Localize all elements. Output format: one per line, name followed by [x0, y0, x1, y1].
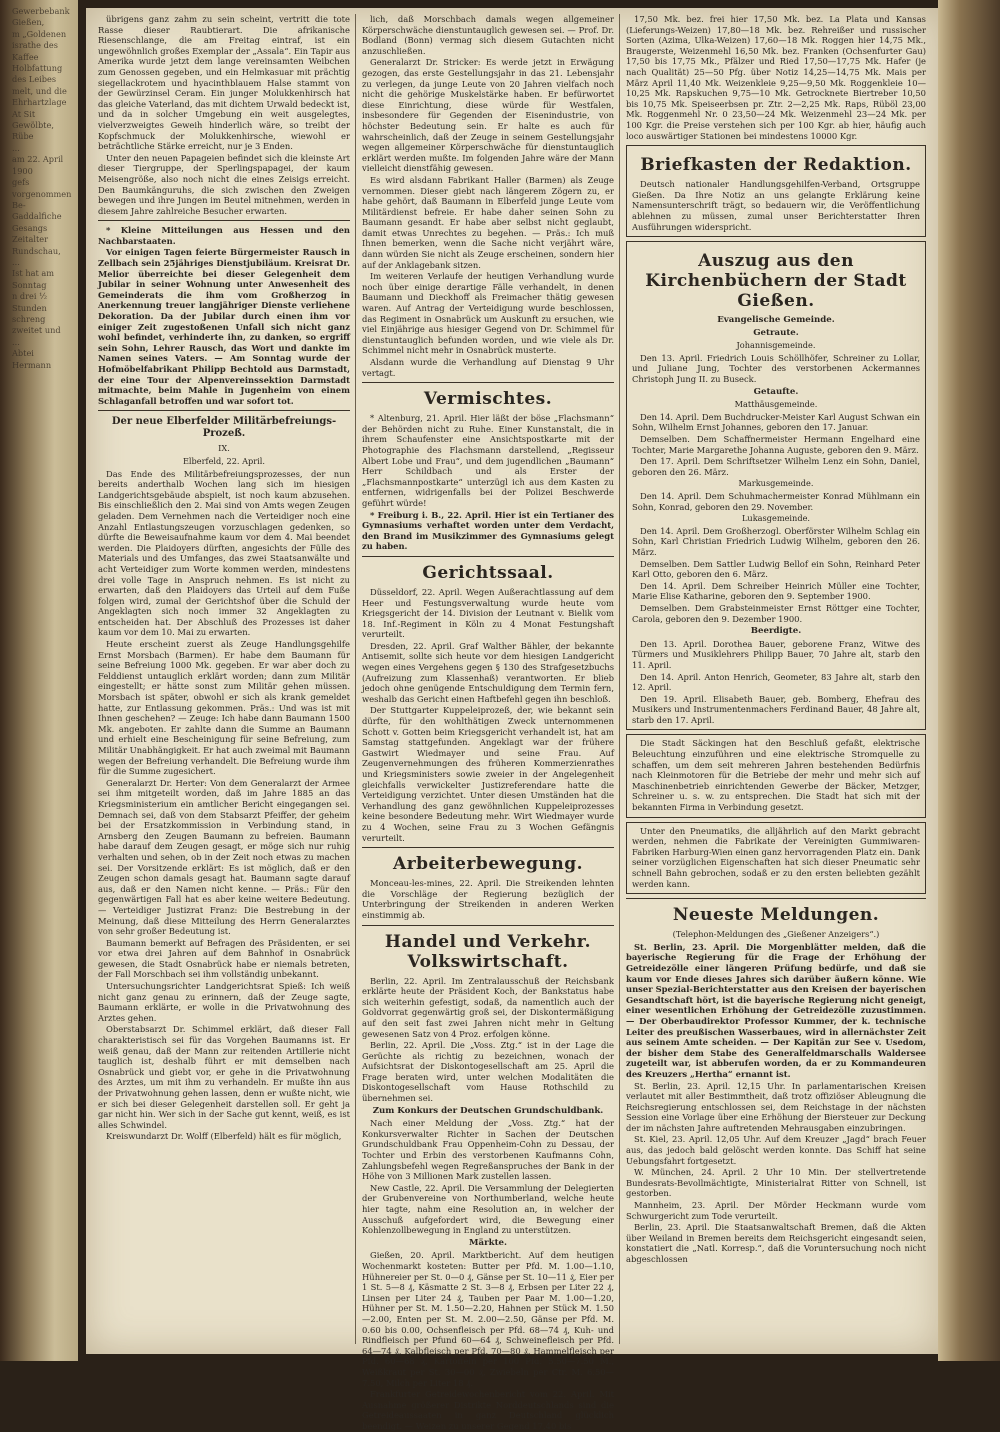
paragraph: Kreiswundarzt Dr. Wolff (Elberfeld) hält es für möglich, [106, 1131, 342, 1142]
paragraph: St. Kiel, 23. April. 12,05 Uhr. Auf dem Kreuzer „Jagd“ brach Feuer aus, das jedoch bald gelöscht werden konnte. Das Schiff hat seine Uebungsfahrt fortgesetzt. [626, 1134, 926, 1166]
section-rule [362, 925, 614, 926]
adjacent-page-text: Gewerbebank Gießen, m „Goldenen israthe des Kaffee Holbfattung des Leibes melt, und die Ehrhartzlage At Sit Gewölbte, Rübe ... am 22. April 1900 gefs vorgenommen Be- Gaddalfiche Gesangs Zeitalter Rundschau, ... Ist hat am Sonntag n drei ½ Stunden schreng zweitet und ... Abtei Hermann [12, 6, 72, 370]
paragraph: W. München, 24. April. 2 Uhr 10 Min. Der stellvertretende Bundesrats-Bevollmächtigte, Ministerialrat Ritter von Schnell, ist gestorben. [626, 1167, 926, 1199]
subheading-maerkte: Märkte. [469, 1237, 507, 1248]
section-rule [362, 382, 614, 383]
column-1 [98, 14, 350, 1143]
paragraph: Es wird alsdann Fabrikant Haller (Barmen) als Zeuge vernommen. Dieser giebt nach längerem Zögern zu, er habe gehört, daß Baumann in Elberfeld junge Leute vom Militärdienst befreie. Er habe daher seinen Sohn zu Baumann gesandt. Er habe aber selbst nicht geglaubt, damit etwas Unrechtes zu begehen. — Präs.: Ich muß Ihnen bemerken, wenn die Sache nicht verjährt wäre, dann würden Sie nicht als Zeuge erscheinen, sondern hier auf der Anklagebank sitzen. [362, 174, 614, 270]
section-title-neueste-meldungen: Neueste Meldungen. [672, 905, 880, 926]
notice-box [626, 734, 926, 817]
entry: Den 13. April. Friedrich Louis Schöllhöfer, Schreiner zu Lollar, und Juliane Jung, Tochter des verstorbenen Ackermannes Christoph Jung II. zu Buseck. [632, 352, 920, 385]
entry: Den 14. April. Dem Großherzogl. Oberförster Wilhelm Schlag ein Sohn, Karl Christian Friedrich Ludwig Wilhelm, geboren den 26. März. [632, 525, 920, 557]
subheading: Getaufte. [753, 386, 799, 397]
parish-label: Matthäusgemeinde. [734, 399, 818, 410]
paragraph: Berlin, 23. April. Die Staatsanwaltschaft Bremen, daß die Akten über Weiland in Bremen bereits dem Reichsgericht eingesandt seien, konstatiert die „Natl. Korresp.“, daß die Voruntersuchung noch nicht abgeschlossen [626, 1222, 926, 1264]
dateline: Elberfeld, 22. April. [182, 455, 266, 466]
entry: Den 14. April. Dem Schreiber Heinrich Müller eine Tochter, Marie Elise Katharine, geboren den 9. September 1900. [632, 580, 920, 602]
page-edge [938, 0, 1000, 1361]
article-title: Der neue Elberfelder Militärbefreiungs-Prozeß. [111, 416, 337, 440]
entry: Demselben. Dem Schaffnermeister Hermann Engelhard eine Tochter, Marie Margarethe Johanna Auguste, geboren den 9. März. [632, 434, 920, 455]
subheading: Zum Konkurs der Deutschen Grundschuldbank. [372, 1105, 604, 1116]
paragraph: Der Stuttgarter Kuppeleiprozeß, der, wie bekannt sein dürfte, für den wohlthätigen Zweck unternommenen Schott v. Gotten beim Kriegsgericht verhandelt ist, hat am Samstag stattgefunden. Angeklagt war der frühere Gastwirt Wiedmayer und seine Frau. Auf Zeugenvernehmungen des früheren Kommerzienrathes und Kriegsministers sowie zweier in der Angelegenheit gleichfalls verwickelter Justizreferendare hatte die Verteidigung verzichtet. Unter diesen Umständen hat die Verhandlung des ganz gewöhnlichen Kuppeleiprozesses keine besondere Bedeutung mehr. Wirt Wiedmayer wurde zu 4 Wochen, seine Frau zu 3 Wochen Gefängnis verurteilt. [362, 705, 614, 843]
paragraph: Untersuchungsrichter Landgerichtsrat Spieß: Ich weiß nicht ganz genau zu erinnern, daß der Zeuge sagte, Baumann erklärte, er wolle in die Privatwohnung des Arztes gehen. [98, 981, 350, 1023]
section-title-handel: Handel und Verkehr. Volkswirtschaft. [384, 931, 592, 972]
section-title-kirchenbuecher: Auszug aus den Kirchenbüchern der Stadt Gießen. [645, 251, 907, 312]
section-rule [98, 410, 350, 411]
paragraph: Das Ende des Militärbefreiungsprozesses, der nun bereits anderthalb Wochen lang sich im hiesigen Landgerichtsgebäude abspielt, ist noch kaum abzusehen. Bis einschließlich den 2. Mai sind von Amts wegen Zeugen geladen. Dem Vernehmen nach die Verteidiger noch eine Anzahl Entlastungszeugen vorzuschlagen gedenken, so dürfte die Beweisaufnahme kaum vor dem 4. Mai beendet werden. Die Plaidoyers dürften, angesichts der Fülle des Materials und des Umfanges, das zwei Staatsanwälte und acht Verteidiger zum Worte kommen werden, mindestens drei volle Tage in Anspruch nehmen. Es ist nicht zu erwarten, daß den Plaidoyers das Urteil auf dem Fuße folgen wird, zumal der Gerichtshof über die Schuld der Angeklagten sich noch immer 32 Angeklagten zu entscheiden hat. Der Abschluß des Prozesses ist daher kaum vor dem 10. Mai zu erwarten. [98, 468, 350, 638]
paragraph: Dresden, 22. April. Graf Walther Bähler, der bekannte Antisemit, sollte sich heute vor dem hiesigen Landgericht wegen eines Vergehens gegen § 130 des Strafgesetzbuchs (Aufreizung zum Klassenhaß) verantworten. Er blieb jedoch ohne genügende Entschuldigung dem Termin fern, weshalb das Gericht einen Haftbefehl gegen ihn beschloß. [362, 640, 614, 704]
paragraph: Frankfurter Getreidewochenbericht vom 22. April. Mit Ausnahme größerer Distrikte Norddeutschlands sind die Getreideaussaaten in ganz Deutschland glücklich beendigt. — Weizen zu unserer Gegend 17,40 bis [362, 1389, 614, 1431]
article-part: IX. [218, 443, 230, 454]
section-title-gerichtssaal: Gerichtssaal. [422, 562, 554, 583]
paragraph: Oberstabsarzt Dr. Schimmel erklärt, daß dieser Fall charakteristisch sei für das Vorgehen Baumanns ist. Er weiß genau, daß der Mann zur reitenden Artillerie nicht tauglich ist, deshalb führt er mit demselben nach Osnabrück und giebt vor, er gehe in die Privatwohnung des Arztes, um mit ihm zu verhandeln. Er mußte ihn aus der Privatwohnung gehen lassen, denn er wußte nicht, wie er sich bei dieser Gelegenheit darstellen soll. Er geht ja gar nicht hin. Wer sich in der Sache gut kennt, weiß, es ist alles Schwindel. [98, 1024, 350, 1130]
paragraph: Nach einer Meldung der „Voss. Ztg.“ hat der Konkursverwalter Richter in Sachen der Deutschen Grundschuldbank Frau Oppenheim-Cohn zu Dessau, der Tochter und Erbin des verstorbenen Kaufmanns Cohn, Zahlungsbefehl wegen Regreßanspruches der Bank in der Höhe von 3 Millionen Mark zustellen lassen. [362, 1118, 614, 1182]
paragraph: Monceau-les-mines, 22. April. Die Streikenden lehnten die Vorschläge der Regierung bezüglich der Unterbringung der Streikenden in anderen Werken einstimmig ab. [362, 878, 614, 920]
paragraph: Generalarzt Dr. Herter: Von dem Generalarzt der Armee sei ihm mitgeteilt worden, daß im Jahre 1885 an das Kriegsministerium ein amtlicher Bericht eingegangen sei. Demnach sei, daß von dem Stabsarzt Pfeiffer, der geheim bei der Ersatzkommission in Verbindung stand, in Arnsberg den Zeugen Baumann zu befreien. Baumann habe darauf dem Zeugen gesagt, er möge sich nur ruhig verhalten und sehen, ob in der Zeit noch etwas zu machen sei. Der Vorsitzende erklärt: Es ist möglich, daß er den Zeugen schon damals gesagt hat. Baumann sagte darauf aus, daß er den Namen nicht kenne. — Präs.: Für den gegenwärtigen Fall hat es aber keine weitere Bedeutung. — Verteidiger Justizrat Franz: Die Bestrebung in der Meinung, daß diese Mitteilung des Herrn Generalarztes von sehr großer Bedeutung ist. [98, 777, 350, 937]
paragraph: Alsdann wurde die Verhandlung auf Dienstag 9 Uhr vertagt. [362, 357, 614, 378]
entry: Demselben. Dem Grabsteinmeister Ernst Röttger eine Tochter, Carola, geboren den 9. Dezember 1900. [632, 602, 920, 624]
paragraph: lich, daß Morschbach damals wegen allgemeiner Körperschwäche dienstuntauglich gewesen sei. — Prof. Dr. Bodland (Bonn) vermag sich diesem Gutachten nicht anzuschließen. [362, 14, 614, 56]
paragraph: Unter den neuen Papageien befindet sich die kleinste Art dieser Tiergruppe, der Sperlingspapagei, der kaum Meisengröße, also noch nicht die eines Zeisigs erreicht. Den Baumkänguruhs, die sich zwischen den Zweigen bewegen und ihre Jungen im Beutel mitnehmen, werden in diesem Jahre zahlreiche Besucher erwarten. [98, 152, 350, 216]
section-rule [362, 847, 614, 848]
paragraph: * Freiburg i. B., 22. April. Hier ist ein Tertianer des Gymnasiums verhaftet worden unter dem Verdacht, den Brand im Musikzimmer des Gymnasiums gelegt zu haben. [362, 509, 614, 552]
column-rule [619, 14, 620, 1344]
paragraph: Gießen, 20. April. Marktbericht. Auf dem heutigen Wochenmarkt kosteten: Butter per Pfd. M. 1.00—1.10, Hühnereier per St. 0—0 ₰, Gänse per St. 10—11 ₰, Eier per 1 St. 5—8 ₰, Käsmatte 2 St. 3—8 ₰, Erbsen per Liter 22 ₰, Linsen per Liter 24 ₰, Tauben per Paar M. 1.00—1.20, Hühner per St. M. 1.50—2.20, Hahnen per Stück M. 1.50—2.00, Enten per St. M. 2.00—2.50, Gänse per Pfd. M. 0.60 bis 0.00, Ochsenfleisch per Pfd. 68—74 ₰, Kuh- und Rindfleisch per Pfund 60—64 ₰, Schweinefleisch per Pfd. 64—74 ₰, Kalbfleisch per Pfd. 70—80 ₰, Hammelfleisch per Pfd. 60—68 ₰, Kartoffeln per 100 Pfd. 5.50—7.50 M., Weißkraut per St. 30—00 ₰, Zwiebeln per Ctr. M. 6.50—7.50, Milch per Liter 18 ₰. [362, 1250, 614, 1388]
section-rule [626, 898, 926, 899]
entry: Den 14. April. Dem Buchdrucker-Meister Karl August Schwan ein Sohn, Wilhelm Ernst Johannes, geboren den 17. Januar. [632, 411, 920, 433]
parish-label: Lukasgemeinde. [741, 513, 811, 524]
paragraph: Berlin, 22. April. Im Zentralausschuß der Reichsbank erklärte heute der Präsident Koch, der Bankstatus habe sich weiterhin gefestigt, sodaß, da namentlich auch der Goldvorrat gegenwärtig groß sei, der Diskontermäßigung auf den seit fast zwei Jahren nicht mehr in Geltung gewesenen Satz von 4 Proz. erfolgen könne. [362, 975, 614, 1039]
paragraph: Im weiteren Verlaufe der heutigen Verhandlung wurde noch über einige derartige Fälle verhandelt, in denen Baumann und Dieckhoff als Freimacher thätig gewesen waren. Auf Antrag der Verteidigung wurde beschlossen, das Regiment in Osnabrück um Auskunft zu ersuchen, wie viel Einjährige aus hiesiger Gegend von Dr. Schimmel für dienstuntauglich befunden worden, und wie viele als Dr. Schimmel nicht mehr in Osnabrück musterte. [362, 271, 614, 356]
paragraph: Heute erscheint zuerst als Zeuge Handlungsgehilfe Ernst Morsbach (Barmen). Er habe dem Baumann für seine Befreiung 1000 Mk. gegeben. Er war aber doch zu Felddienst untauglich erklärt worden; dann zum Militär eingestellt; er hätte sonst zum Militär gehen müssen. Morsbach ist später, obwohl er sich als krank gemeldet hatte, zur Entlassung gekommen. Präs.: Und was ist mit Ihnen geschehen? — Zeuge: Ich habe dann Baumann 1500 Mk. angeboten. Er zahlte dann die Summe an Baumann und erhielt eine Bescheinigung für seine Befreiung, zum Militär Unabhängigkeit. Er hat auch zweimal mit Baumann wegen der Befreiung verhandelt. Die Befreiung wurde ihm für die Summe zugesichert. [98, 639, 350, 777]
newspaper-page [86, 8, 938, 1431]
paragraph: Düsseldorf, 22. April. Wegen Außerachtlassung auf dem Heer und Festungsverwaltung wurde heute vom Kriegsgericht der 14. Division der Leutnant v. Bielik vom 18. Inf.-Regiment in Köln zu 4 Monat Festungshaft verurteilt. [362, 586, 614, 640]
section-title-arbeiterbewegung: Arbeiterbewegung. [393, 854, 583, 875]
paragraph: Unter den Pneumatiks, die alljährlich auf den Markt gebracht werden, nehmen die Fabrikate der Vereinigten Gummiwaren-Fabriken Harburg-Wien einen ganz hervorragenden Platz ein. Dank seiner vorzüglichen Eigenschaften hat sich dieser Pneumatic sehr schnell Bahn gebrochen, sodaß er zu den ersten beliebten gezählt werden kann. [632, 825, 920, 889]
paragraph: St. Berlin, 23. April. Die Morgenblätter melden, daß die bayerische Regierung für die Frage der Erhöhung der Getreidezölle einer längeren Prüfung bedürfe, und daß sie kaum vor Ende dieses Jahres sich darüber äußern könne. Wie unser Spezial-Berichterstatter aus den Kreisen der bayerischen Gesandtschaft hört, ist die bayerische Regierung nicht geneigt, einer wesentlichen Erhöhung der Getreidezölle zuzustimmen. — Der Oberbaudirektor Professor Kummer, der k. technische Leiter des preußischen Wasserbaues, wird in allernächster Zeit aus seinem Amte scheiden. — Der Kapitän zur See v. Usedom, der bisher dem Stabe des Generalfeldmarschalls Waldersee zugeteilt war, ist abberufen worden, da er zu Kommandeuren des Kreuzers „Hertha“ ernannt ist. [626, 941, 926, 1079]
kirchenbuch-box [626, 241, 926, 730]
paragraph: Berlin, 22. April. Die „Voss. Ztg.“ ist in der Lage die Gerüchte als richtig zu bezeichnen, wonach der Aufsichtsrat der Diskontogesellschaft am 25. April die Frage beraten wird, unter welchen Modalitäten die Diskontogesellschaft vom Hause Rothschild zu übernehmen sei. [362, 1040, 614, 1104]
column-rule [355, 14, 356, 1344]
parish-label: Markusgemeinde. [738, 478, 814, 489]
subheading: Beerdigte. [750, 626, 802, 637]
section-rule [98, 220, 350, 221]
paragraph: Vor einigen Tagen feierte Bürgermeister Rausch in Zellbach sein 25jähriges Dienstjubiläum. Kreisrat Dr. Melior überreichte bei dieser Gelegenheit dem Jubilar in seiner Wohnung unter Anwesenheit des Gemeinderats die ihm vom Großherzog in Anerkennung treuer langjähriger Dienste verliehene Dekoration. Da der Jubilar durch einen ihm vor einiger Zeit zugestoßenen Unfall sich nicht ganz wohl befindet, verhinderte ihn, zu danken, so ergriff sein Sohn, Lehrer Rausch, das Wort und dankte im Namen seines Vaters. — Am Sonntag wurde der Hofmöbelfabrikant Philipp Bechtold aus Darmstadt, der eine Tour der Alpenvereinssektion Darmstadt mitmachte, beim Mahle in Jugenheim von einem Schlaganfall betroffen und war sofort tot. [98, 247, 350, 406]
paragraph: * Altenburg, 21. April. Hier läßt der böse „Flachsmann“ der Behörden nicht zu Ruhe. Einer Kunstanstalt, die in ihrem Schaufenster eine Ansichtspostkarte mit der Photographie des Flachsmann darstellend, „Regisseur Albert Lobe und Frau“, und dem jugendlichen „Baumann“ Herr Schildbach und als Erster der „Flachsmannpostkarte“ unterzügl ich aus dem Kasten zu entfernen, widrigenfalls bei der Polizei Beschwerde geführt würde! [362, 413, 614, 508]
notice-box [626, 822, 926, 895]
entry: Den 17. April. Dem Schriftsetzer Wilhelm Lenz ein Sohn, Daniel, geboren den 26. März. [632, 456, 920, 477]
entry: Den 14. April. Dem Schuhmachermeister Konrad Mühlmann ein Sohn, Konrad, geboren den 29. November. [632, 491, 920, 512]
section-rule [362, 556, 614, 557]
paragraph: Die Stadt Säckingen hat den Beschluß gefaßt, elektrische Beleuchtung einzuführen und eine elektrische Stromquelle zu schaffen, um dem seit mehreren Jahren bestehenden Bedürfnis nach Kleinmotoren für die Betriebe der mehr und mehr sich auf Maschinenbetrieb einrichtenden Gewerbe der Bäcker, Metzger, Schreiner u. s. w. zu entsprechen. Die Stadt hat sich mit der bekannten Firma in Verbindung gesetzt. [632, 738, 920, 813]
paragraph: Generalarzt Dr. Stricker: Es werde jetzt in Erwägung gezogen, das erste Gestellungsjahr in das 21. Lebensjahr zu verlegen, da junge Leute von 20 Jahren vielfach noch nicht die gehörige Muskelstärke haben. Er befürwortet diese Einrichtung, diese würde für Westfalen, insbesondere für Gegenden der Eisenindustrie, von höchster Bedeutung sein. Er halte es auch für wahrscheinlich, daß der Zeuge in seinem Gestellungsjahr wegen allgemeiner Körperschwäche für dienstuntauglich erklärt werden mußte. Im folgenden Jahre wäre der Mann vielleicht dienstfähig gewesen. [362, 57, 614, 174]
column-3 [626, 14, 926, 1266]
section-heading: * Kleine Mitteilungen aus Hessen und den Nachbarstaaten. [98, 225, 350, 246]
subheading: Evangelische Gemeinde. [717, 315, 835, 326]
paragraph: 17,50 Mk. bez. frei hier 17,50 Mk. bez. La Plata und Kansas (Lieferungs-Weizen) 17,80—18 Mk. bez. Rehreißer und russischer Sorten (Azima, Ulka-Weizen) 17,60—18 Mk. Roggen hier 14,75 Mk., Braugerste, Weizenmehl 16,50 Mk. bez. Franken (Ochsenfurter Gau) 17,50 bis 17,75 Mk., Pfälzer und Ried 17,50—17,75 Mk. Hafer (je nach Qualität) 25—50 Pfg. über Notiz 14,25—14,75 Mk. Mais per März April 11,40 Mk. Weizenkleie 9,25—9,50 Mk. Roggenkleie 10—10,25 Mk. Rapskuchen 9,75—10 Mk. Getrocknete Biertreber 10,50 bis 10,75 Mk. Speiseerbsen pr. Ztr. 2—2,25 Mk. Raps, Rüböl 23,00 Mk. Roggenmehl Nr. 0 23,50—24 Mk. Weizenmehl 23—24 Mk. per 100 Kgr. die Preise verstehen sich per 100 Kgr. ab hier, häufig auch loco auswärtiger Stationen bei mindestens 10000 Kgr. [626, 14, 926, 141]
entry: Demselben. Dem Sattler Ludwig Bellof ein Sohn, Reinhard Peter Karl Otto, geboren den 6. März. [632, 558, 920, 580]
parish-label: Johannisgemeinde. [736, 340, 816, 351]
briefkasten-box [626, 145, 926, 237]
subheading: Getraute. [753, 327, 799, 338]
paragraph: Mannheim, 23. April. Der Mörder Heckmann wurde vom Schwurgericht zum Tode verurteilt. [626, 1200, 926, 1221]
paragraph: New Castle, 22. April. Die Versammlung der Delegierten der Grubenvereine von Northumberland, welche heute hier tagte, nahm eine Resolution an, in welcher der Ausschuß aufgefordert wird, die Bewegung einer Kohlenzollbewegung in England zu unterstützen. [362, 1182, 614, 1236]
paragraph: Baumann bemerkt auf Befragen des Präsidenten, er sei vor etwa drei Jahren auf dem Bahnhof in Osnabrück gewesen, die Stadt Osnabrück habe er niemals betreten, der Fall Morschbach sei ihm vollständig unbekannt. [98, 937, 350, 980]
section-title-vermischtes: Vermischtes. [423, 389, 553, 410]
paragraph: Deutsch nationaler Handlungsgehilfen-Verband, Ortsgruppe Gießen. Da Ihre Notiz an uns gelangte Erklärung keine Namensunterschrift trägt, so bedauern wir, die Veröffentlichung ablehnen zu müssen, zumal unser Berichterstatter Ihren Ausführungen widerspricht. [632, 179, 920, 232]
entry: Den 13. April. Dorothea Bauer, geborene Franz, Witwe des Türmers und Musiklehrers Philipp Bauer, 70 Jahre alt, starb den 11. April. [632, 638, 920, 670]
section-title-briefkasten: Briefkasten der Redaktion. [640, 155, 912, 176]
adjacent-page-spine [0, 0, 78, 1361]
entry: Den 14. April. Anton Henrich, Geometer, 83 Jahre alt, starb den 12. April. [632, 671, 920, 693]
entry: Den 19. April. Elisabeth Bauer, geb. Bomberg, Ehefrau des Musikers und Instrumentenmachers Ferdinand Bauer, 48 Jahre alt, starb den 17. April. [632, 693, 920, 725]
section-subtitle: (Telephon-Meldungen des „Gießener Anzeigers“.) [672, 929, 880, 940]
paragraph: übrigens ganz zahm zu sein scheint, vertritt die tote Rasse dieser Raubtierart. Die afrikanische Riesenschlange, die am Freitag eintraf, ist ein ungewöhnlich großes Exemplar der „Assala“. Ein Tapir aus Amerika wurde jetzt dem lange vereinsamten Weibchen zum Genossen gegeben, und ein Helmkasuar mit prächtig siegellackrotem und hyacinthblauem Halse stammt von der Gewürzinsel Ceram. Ein junger Molukkenhirsch hat das gleiche Vaterland, das mit dichtem Urwald bedeckt ist, und da in solcher Umgebung ein weit ausgelegtes, vielverzweigtes Geweih hinderlich wäre, so treibt der Kopfschmuck der Molukkenhirsche, wiewohl er beträchtliche Stärke erreicht, nur je 3 Enden. [98, 14, 350, 152]
paragraph: St. Berlin, 23. April. 12,15 Uhr. In parlamentarischen Kreisen verlautet mit aller Bestimmtheit, daß trotz offiziöser Ableugnung die Reichsregierung entschlossen sei, dem Reichstage in der nächsten Session eine Vorlage über eine Erhöhung der Biersteuer zur Deckung der im nächsten Jahre auftretenden Mehrausgaben einzubringen. [626, 1080, 926, 1133]
column-2 [362, 14, 614, 1432]
